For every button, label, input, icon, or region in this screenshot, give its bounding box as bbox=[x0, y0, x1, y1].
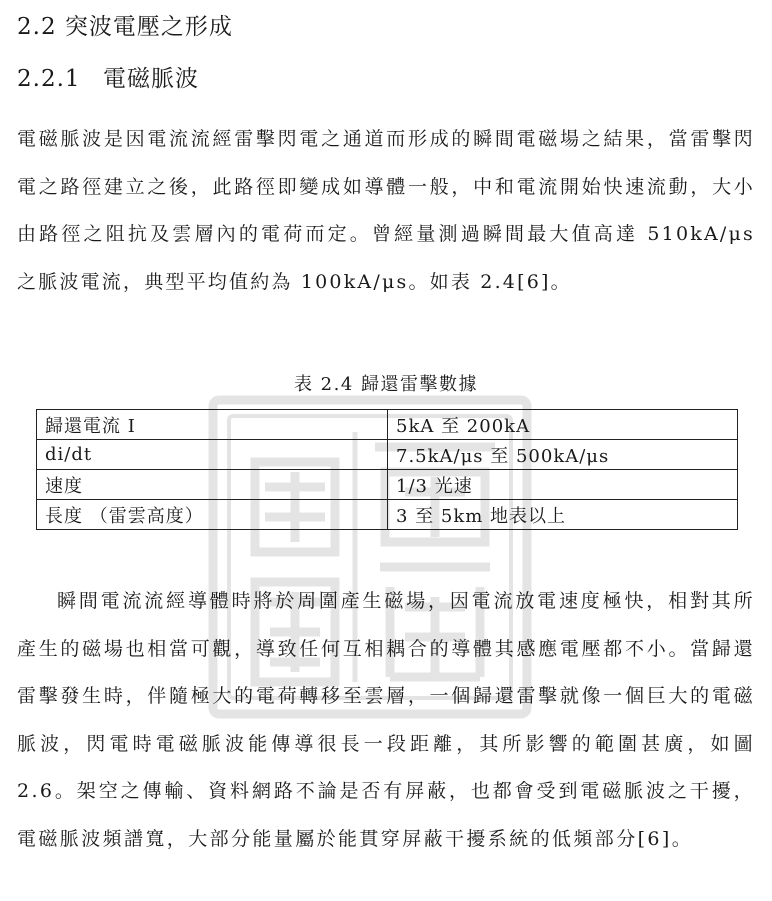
table-row bbox=[37, 410, 738, 440]
subsection-heading bbox=[17, 60, 199, 93]
row-label: 速度 bbox=[37, 470, 388, 500]
row-value: 1/3 光速 bbox=[388, 470, 738, 500]
table-row bbox=[37, 470, 738, 500]
section-heading: 2.2 突波電壓之形成 bbox=[17, 14, 233, 40]
row-value: 5kA 至 200kA bbox=[388, 410, 738, 440]
table-caption: 表 2.4 歸還雷擊數據 bbox=[293, 374, 479, 395]
table-row bbox=[37, 500, 738, 530]
row-value: 7.5kA/μs 至 500kA/μs bbox=[388, 440, 738, 470]
subsection-title: 電磁脈波 bbox=[103, 66, 199, 92]
paragraph-body: 瞬間電流流經導體時將於周圍產生磁場，因電流放電速度極快，相對其所產生的磁場也相當可觀，導致任何互相耦合的導體其感應電壓都不小。當歸還雷擊發生時，伴隨極大的電荷轉移至雲層，一個歸還雷擊就像一個巨大的電磁脈波，閃電時電磁脈波能傳導很長一段距離，其所影響的範圍甚廣，如圖 2.6。架空之傳輸、資料網路不論是否有屏蔽，也都會受到電磁脈波之干擾，電磁脈波頻譜寬，大部分能量屬於能貫穿屏蔽干擾系統的低頻部分[6]。 bbox=[17, 590, 755, 850]
subsection-number: 2.2.1 bbox=[17, 66, 81, 92]
row-label: 歸還電流 I bbox=[37, 410, 388, 440]
paragraph-intro: 電磁脈波是因電流流經雷擊閃電之通道而形成的瞬間電磁場之結果，當雷擊閃電之路徑建立之後，此路徑即變成如導體一般，中和電流開始快速流動，大小由路徑之阻抗及雲層內的電荷而定。曾經量測過瞬間最大值高達 510kA/μs 之脈波電流，典型平均值約為 100kA/μs。如表 2.4[6]。 bbox=[17, 128, 755, 293]
row-value: 3 至 5km 地表以上 bbox=[388, 500, 738, 530]
row-label: 長度 （雷雲高度） bbox=[37, 500, 388, 530]
return-stroke-data-table bbox=[36, 409, 738, 530]
row-label: di/dt bbox=[37, 440, 388, 470]
table-row bbox=[37, 440, 738, 470]
